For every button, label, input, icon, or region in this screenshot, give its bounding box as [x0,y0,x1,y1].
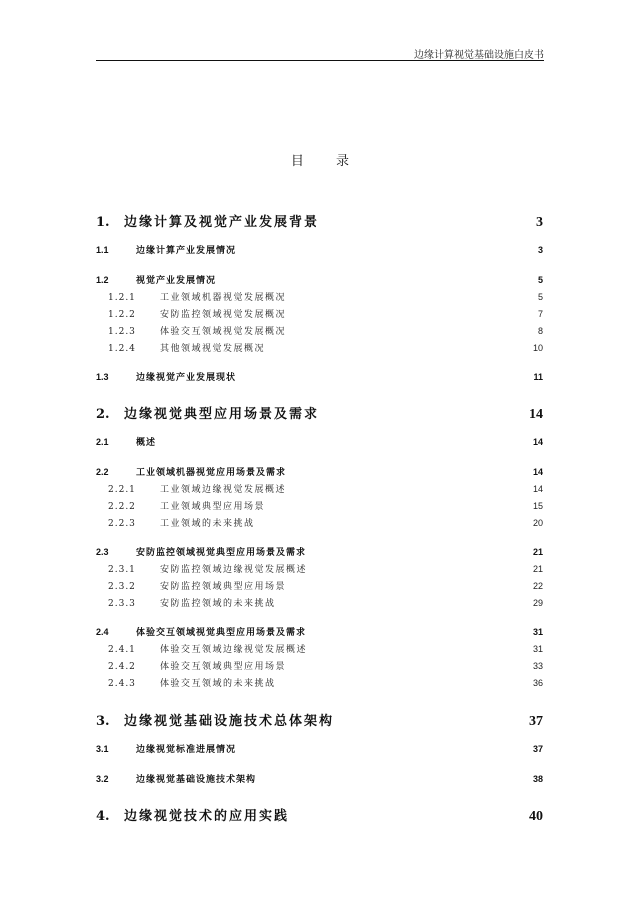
toc-entry-title: 体验交互领域视觉典型应用场景及需求 [136,628,307,638]
toc-entry-page: 21 [532,564,543,574]
toc-entry-number: 4. [96,809,110,824]
toc-entry-number: 2.1 [96,437,109,447]
toc-entry-page: 20 [532,518,543,528]
toc-entry-page: 40 [529,809,543,824]
toc-heading: 目 录 [290,154,364,169]
toc-entry-number: 3. [96,714,110,729]
toc-entry-page: 5 [537,292,543,302]
toc-entry-number: 1.3 [96,372,109,382]
toc-entry-page: 33 [532,661,543,671]
toc-entry-page: 37 [529,714,543,729]
toc-entry-title: 体验交互领域边缘视觉发展概述 [160,645,308,655]
toc-entry-number: 3.2 [96,774,109,784]
toc-entry-number: 2.4 [96,627,109,637]
toc-entry-page: 14 [532,467,543,477]
toc-entry-title: 边缘计算产业发展情况 [136,246,237,256]
toc-entry-subsection-1-2-3[interactable] [96,324,543,337]
toc-entry-page: 3 [537,245,543,255]
toc-entry-page: 22 [532,581,543,591]
toc-entry-title: 体验交互领域视觉发展概况 [160,327,287,337]
toc-entry-number: 1.2.1 [108,293,136,303]
toc-entry-title: 安防监控领域视觉典型应用场景及需求 [136,548,307,558]
toc-entry-number: 2.4.2 [108,662,136,672]
toc-entry-subsection-2-4-2[interactable] [96,659,543,672]
toc-entry-chapter-1[interactable] [96,211,543,231]
toc-entry-section-3-1[interactable] [96,742,543,755]
toc-entry-number: 1.2.2 [108,310,136,320]
toc-entry-title: 边缘视觉标准进展情况 [136,745,237,755]
toc-entry-title: 安防监控领域视觉发展概况 [160,310,287,320]
toc-entry-number: 1.1 [96,245,109,255]
toc-entry-number: 3.1 [96,744,109,754]
toc-entry-section-1-1[interactable] [96,243,543,256]
toc-entry-number: 2.3 [96,547,109,557]
toc-entry-title: 安防监控领域边缘视觉发展概述 [160,565,308,575]
toc-entry-number: 2.3.2 [108,582,136,592]
toc-entry-number: 2.2.2 [108,502,136,512]
toc-entry-number: 2. [96,407,110,422]
toc-entry-title: 概述 [136,438,157,448]
toc-entry-title: 工业领域的未来挑战 [160,519,255,529]
header-rule [96,60,544,61]
toc-entry-number: 2.2.3 [108,519,136,529]
toc-entry-page: 8 [537,326,543,336]
toc-entry-page: 31 [532,644,543,654]
toc-entry-number: 1. [96,215,110,230]
toc-entry-title: 边缘视觉产业发展现状 [136,373,237,383]
toc-entry-number: 2.3.1 [108,565,136,575]
toc-entry-title: 体验交互领域典型应用场景 [160,662,287,672]
toc-entry-subsection-2-4-3[interactable] [96,676,543,689]
toc-entry-title: 工业领域典型应用场景 [160,502,266,512]
toc-entry-title: 视觉产业发展情况 [136,276,217,286]
toc-entry-title: 工业领域机器视觉应用场景及需求 [136,468,287,478]
toc-entry-subsection-1-2-2[interactable] [96,307,543,320]
toc-entry-page: 11 [533,372,543,382]
running-header-title: 边缘计算视觉基础设施白皮书 [414,50,544,61]
toc-entry-number: 2.2 [96,467,109,477]
toc-entry-page: 31 [532,627,543,637]
toc-entry-title: 安防监控领域典型应用场景 [160,582,287,592]
toc-entry-page: 14 [529,407,543,422]
toc-entry-subsection-2-2-3[interactable] [96,516,543,529]
toc-entry-page: 29 [532,598,543,608]
toc-entry-title: 工业领域机器视觉发展概况 [160,293,287,303]
toc-entry-subsection-2-3-1[interactable] [96,562,543,575]
toc-entry-number: 2.3.3 [108,599,136,609]
toc-entry-section-3-2[interactable] [96,772,543,785]
toc-entry-title: 边缘视觉典型应用场景及需求 [124,407,320,422]
toc-entry-title: 边缘视觉技术的应用实践 [124,809,290,824]
toc-entry-subsection-1-2-4[interactable] [96,341,543,354]
toc-entry-page: 36 [532,678,543,688]
toc-entry-chapter-3[interactable] [96,710,543,730]
toc-entry-page: 21 [532,547,543,557]
toc-entry-page: 15 [532,501,543,511]
toc-entry-title: 其他领域视觉发展概况 [160,344,266,354]
toc-entry-number: 2.4.1 [108,645,136,655]
toc-entry-page: 37 [532,744,543,754]
toc-entry-subsection-2-2-1[interactable] [96,482,543,495]
toc-entry-subsection-2-3-2[interactable] [96,579,543,592]
toc-entry-subsection-2-3-3[interactable] [96,596,543,609]
toc-entry-page: 14 [532,437,543,447]
toc-entry-number: 2.4.3 [108,679,136,689]
toc-entry-number: 1.2 [96,275,109,285]
toc-entry-section-1-3[interactable] [96,370,543,383]
toc-entry-chapter-2[interactable] [96,403,543,423]
toc-entry-title: 边缘计算及视觉产业发展背景 [124,215,320,230]
toc-entry-subsection-1-2-1[interactable] [96,290,543,303]
toc-entry-title: 边缘视觉基础设施技术总体架构 [124,714,335,729]
toc-entry-subsection-2-2-2[interactable] [96,499,543,512]
toc-entry-section-1-2[interactable] [96,273,543,286]
toc-entry-number: 2.2.1 [108,485,136,495]
toc-entry-page: 14 [532,484,543,494]
toc-entry-page: 5 [537,275,543,285]
toc-entry-section-2-2[interactable] [96,465,543,478]
toc-entry-title: 边缘视觉基础设施技术架构 [136,775,257,785]
toc-entry-page: 7 [537,309,543,319]
toc-entry-number: 1.2.3 [108,327,136,337]
toc-entry-chapter-4[interactable] [96,805,543,825]
toc-entry-page: 38 [532,774,543,784]
toc-entry-section-2-3[interactable] [96,545,543,558]
toc-entry-section-2-1[interactable] [96,435,543,448]
toc-entry-subsection-2-4-1[interactable] [96,642,543,655]
toc-entry-number: 1.2.4 [108,344,136,354]
toc-entry-page: 3 [536,215,543,230]
toc-entry-page: 10 [532,343,543,353]
toc-entry-section-2-4[interactable] [96,625,543,638]
toc-entry-title: 工业领域边缘视觉发展概述 [160,485,287,495]
toc-entry-title: 安防监控领域的未来挑战 [160,599,276,609]
toc-entry-title: 体验交互领域的未来挑战 [160,679,276,689]
